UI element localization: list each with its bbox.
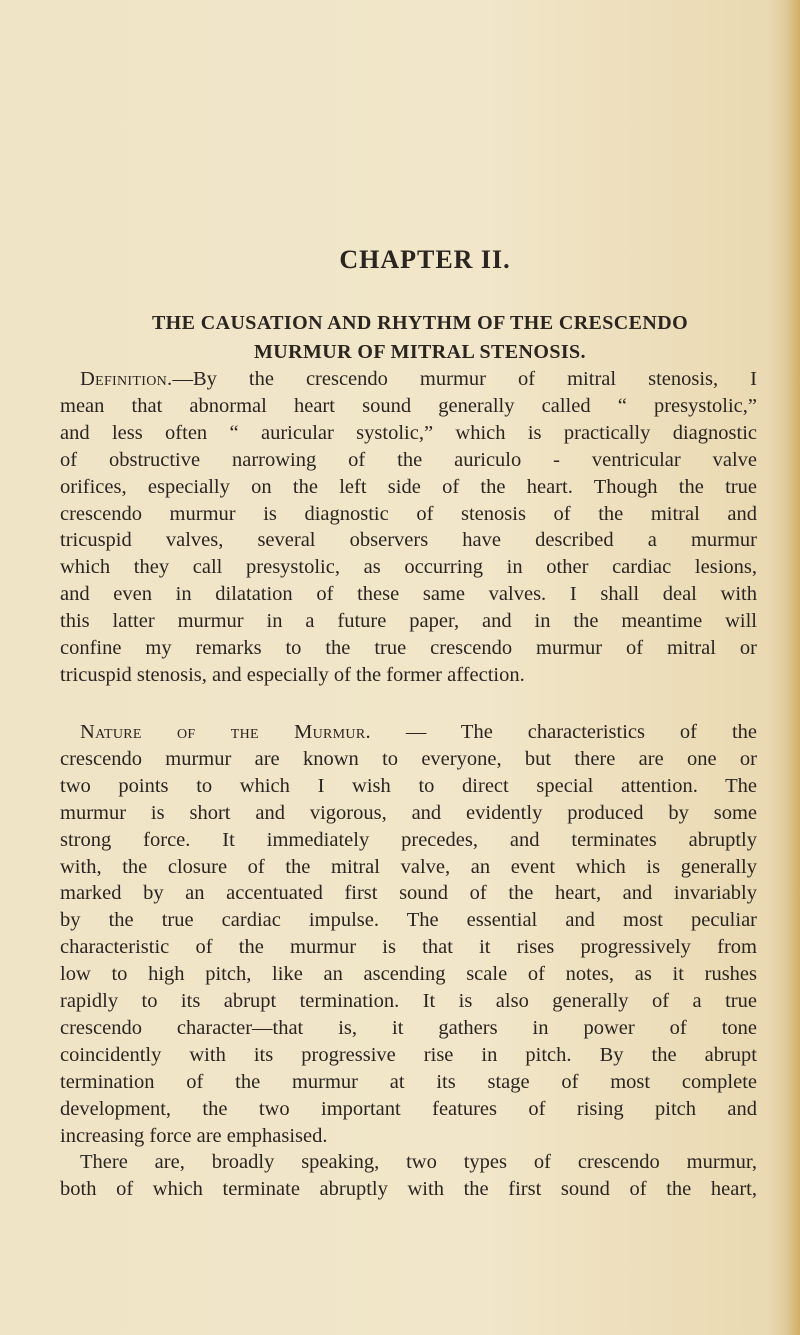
paragraph-line: strong force. It immediately precedes, and terminates abruptly: [60, 828, 757, 851]
paragraph-line: increasing force are emphasised.: [60, 1124, 328, 1147]
paragraph-line: crescendo murmur are known to everyone, but there are one or: [60, 747, 757, 770]
section-title: [40, 309, 800, 367]
paragraph-definition: [60, 366, 757, 689]
paragraph-line: two points to which I wish to direct special attention. The: [60, 774, 757, 797]
paragraph-line: both of which terminate abruptly with the first sound of the heart,: [60, 1177, 757, 1200]
paragraph-line: Nature of the Murmur. — The characteristics of the: [80, 721, 758, 743]
paragraph-lead: Nature of the Murmur.: [80, 721, 371, 743]
paragraph-line: with, the closure of the mitral valve, an event which is generally: [60, 855, 757, 878]
paragraph-line: characteristic of the murmur is that it rises progressively from: [60, 936, 757, 959]
paragraph-line: development, the two important features of rising pitch and: [60, 1097, 757, 1120]
paragraph-line: by the true cardiac impulse. The essential and most peculiar: [60, 909, 757, 932]
paragraph-line: termination of the murmur at its stage of most complete: [60, 1070, 757, 1093]
paragraph-line: marked by an accentuated first sound of the heart, and invariably: [60, 882, 757, 905]
section-title-line-2: MURMUR OF MITRAL STENOSIS.: [254, 341, 586, 363]
paragraph-lead: Definition.: [80, 368, 173, 390]
paragraph-line: and even in dilatation of these same valves. I shall deal with: [60, 583, 757, 606]
paragraph-line: orifices, especially on the left side of the heart. Though the true: [60, 475, 757, 498]
paragraph-line: crescendo murmur is diagnostic of stenosis of the mitral and: [60, 502, 757, 525]
paragraph-line: low to high pitch, like an ascending scale of notes, as it rushes: [60, 963, 757, 986]
paragraph-nature-of-murmur: [60, 719, 757, 1150]
paragraph-line: tricuspid stenosis, and especially of the former affection.: [60, 663, 525, 686]
paragraph-line: confine my remarks to the true crescendo murmur of mitral or: [60, 637, 757, 660]
paragraph-line: murmur is short and vigorous, and evidently produced by some: [60, 801, 757, 824]
paragraph-line: coincidently with its progressive rise in pitch. By the abrupt: [60, 1043, 757, 1066]
paragraph-line: mean that abnormal heart sound generally called “ presystolic,”: [60, 394, 757, 417]
paragraph-line: rapidly to its abrupt termination. It is also generally of a true: [60, 990, 757, 1013]
paragraph-line: crescendo character—that is, it gathers in power of tone: [60, 1016, 757, 1039]
paragraph-line: There are, broadly speaking, two types of crescendo murmur,: [80, 1151, 757, 1173]
paragraph-line: which they call presystolic, as occurring in other cardiac lesions,: [60, 556, 757, 579]
paragraph-line: of obstructive narrowing of the auriculo - ventricular valve: [60, 448, 757, 471]
paragraph-line: tricuspid valves, several observers have described a murmur: [60, 529, 757, 552]
paragraph-types-of-murmur: [60, 1149, 757, 1203]
chapter-heading: CHAPTER II.: [339, 245, 511, 274]
paragraph-line: this latter murmur in a future paper, and in the meantime will: [60, 610, 757, 633]
paragraph-line: and less often “ auricular systolic,” which is practically diagnostic: [60, 421, 757, 444]
paragraph-line: Definition.—By the crescendo murmur of mitral stenosis, I: [80, 368, 757, 390]
section-title-line-1: THE CAUSATION AND RHYTHM OF THE CRESCENDO: [151, 312, 689, 334]
